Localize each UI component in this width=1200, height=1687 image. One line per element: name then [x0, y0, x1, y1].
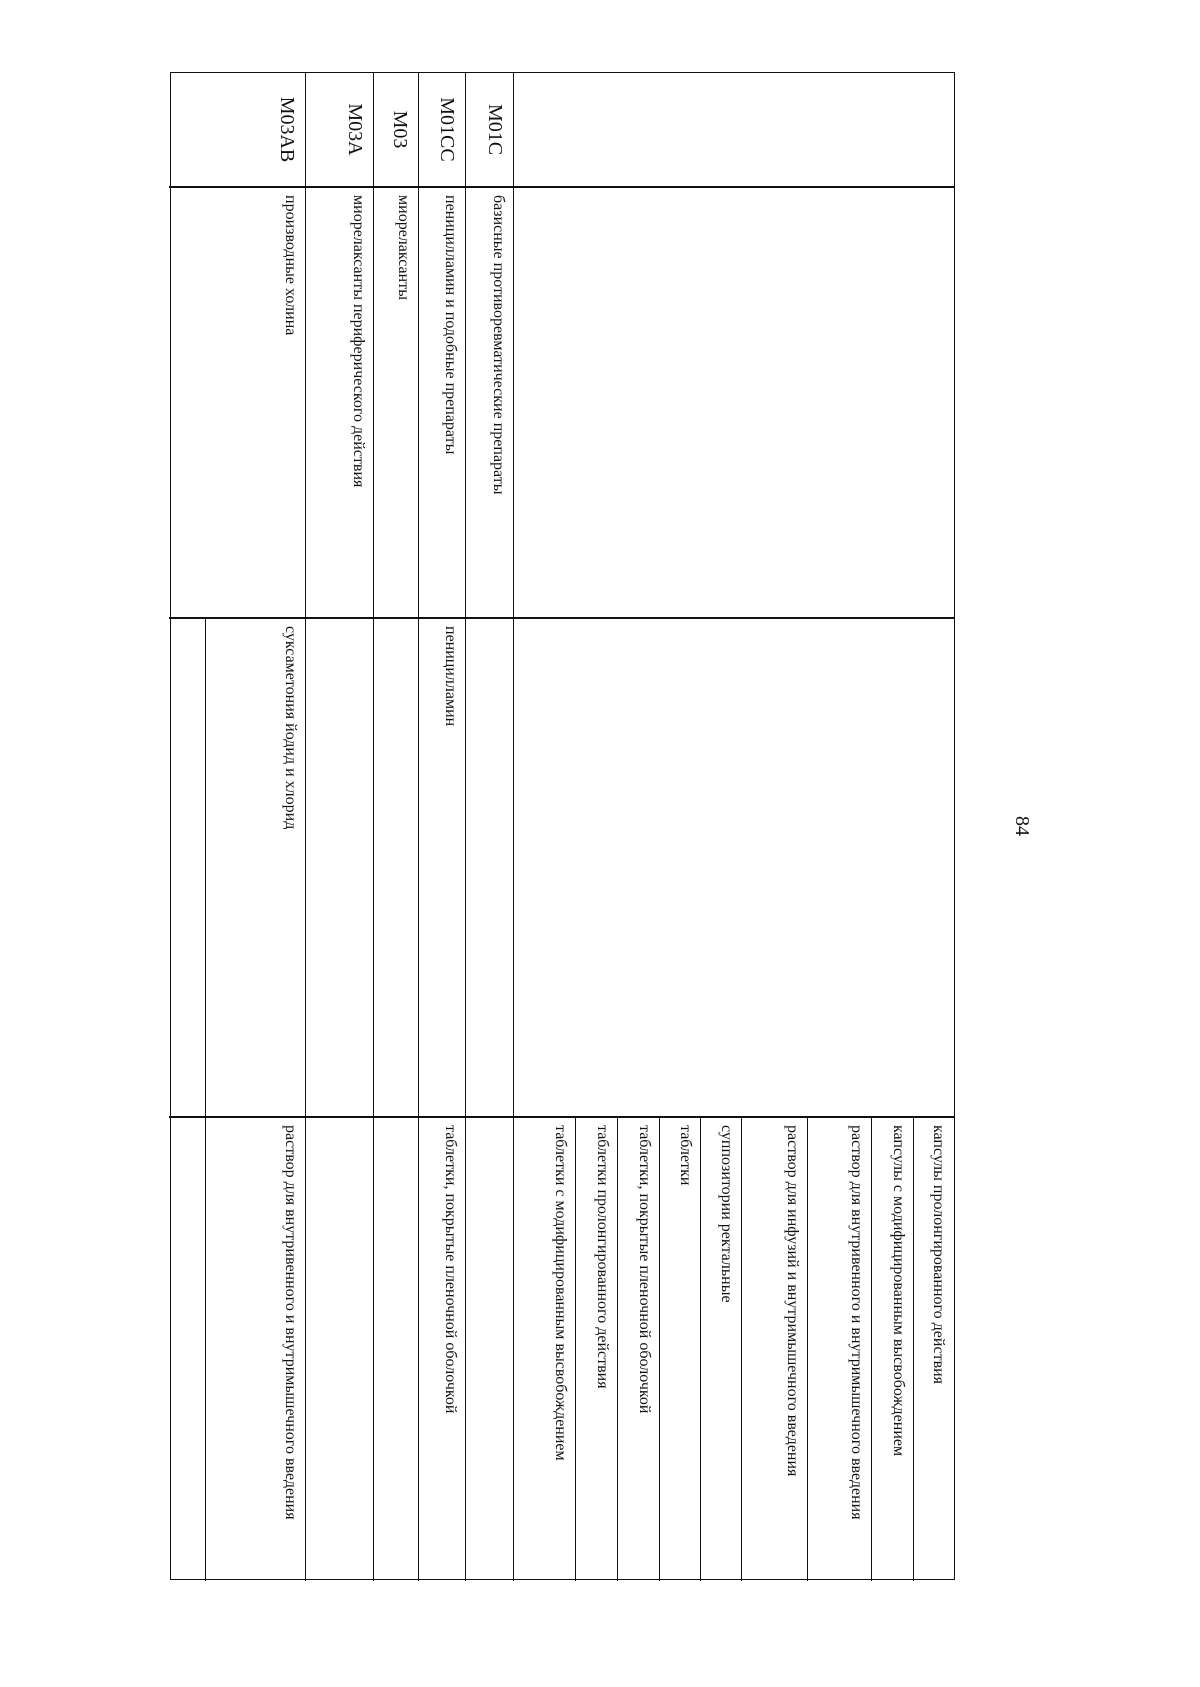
form-cell: таблетки: [677, 1125, 694, 1186]
form-cell: [374, 1116, 419, 1581]
form-cell: раствор для внутривенного и внутримышечного введения: [282, 1125, 299, 1520]
form-cell: [306, 1116, 374, 1581]
drug-name: суксаметония йодид и хлорид: [282, 626, 299, 830]
form-cell: капсулы пролонгированного действия: [930, 1125, 947, 1385]
group-name: миорелаксанты: [395, 195, 412, 300]
drug-name: пеницилламин: [442, 626, 459, 727]
atc-code: M03AB: [276, 96, 298, 163]
group-name: производные холина: [282, 195, 299, 336]
drug-name: [466, 617, 514, 1116]
drug-name: [374, 617, 419, 1116]
form-cell: раствор для внутривенного и внутримышечного введения: [848, 1125, 865, 1520]
atc-code: M03: [389, 110, 411, 149]
atc-code: M03A: [344, 103, 366, 156]
page-number: 84: [1011, 816, 1033, 836]
atc-code: M01CC: [436, 97, 458, 162]
form-cell: [466, 1116, 514, 1581]
form-cell: капсулы с модифицированным высвобождением: [890, 1125, 907, 1457]
group-name: миорелаксанты периферического действия: [350, 195, 367, 488]
form-cell: таблетки, покрытые пленочной оболочкой: [442, 1125, 459, 1414]
form-cell: таблетки с модифицированным высвобождением: [552, 1125, 569, 1461]
drug-name: [306, 617, 374, 1116]
group-name: пеницилламин и подобные препараты: [442, 195, 459, 455]
atc-code: M01C: [484, 103, 506, 156]
form-cell: суппозитории ректальные: [718, 1125, 735, 1303]
rotated-page: [170, 72, 1047, 1580]
drug-table: [170, 72, 955, 1580]
form-cell: таблетки пролонгированного действия: [594, 1125, 611, 1389]
form-cell: таблетки, покрытые пленочной оболочкой: [636, 1125, 653, 1414]
row-divider: [205, 617, 206, 1581]
group-name: базисные противоревматические препараты: [490, 195, 507, 495]
form-cell: раствор для инфузий и внутримышечного введения: [784, 1125, 801, 1477]
